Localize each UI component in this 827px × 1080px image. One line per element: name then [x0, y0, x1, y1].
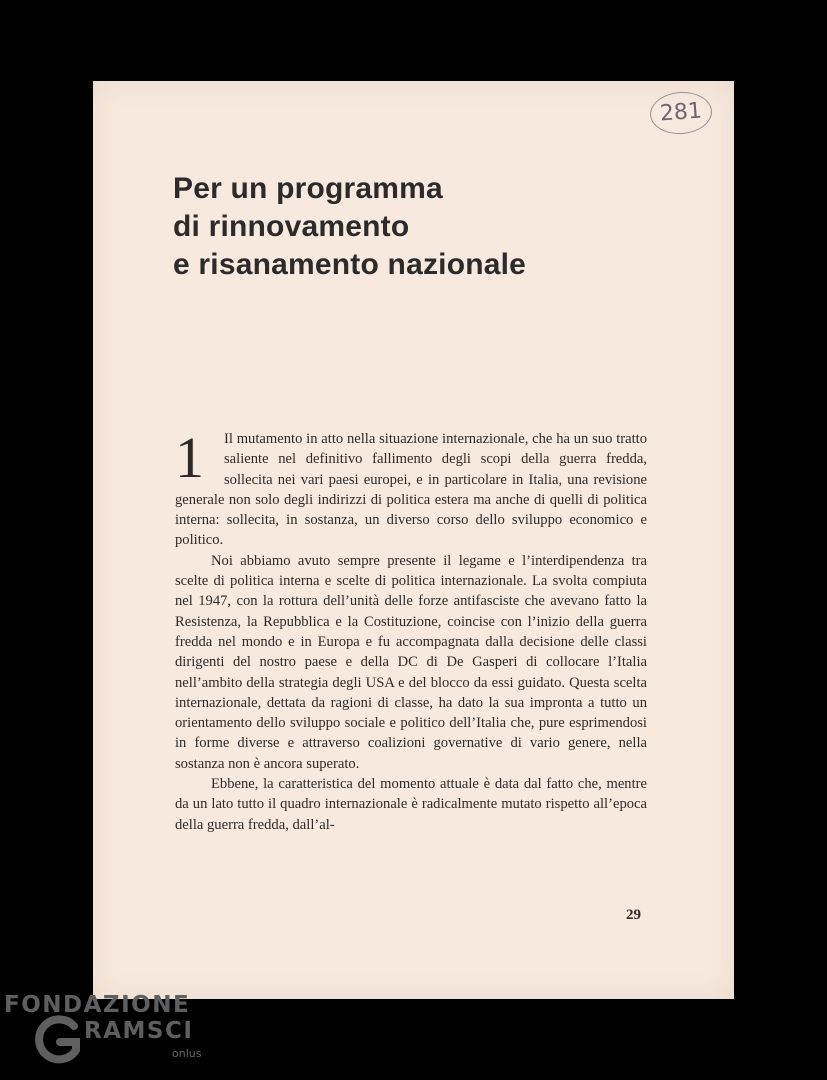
- article-body: [175, 425, 647, 835]
- section-number: 1: [175, 425, 204, 490]
- paragraph-2: Noi abbiamo avuto sempre presente il legame e l’interdipendenza tra scelte di politica interna e scelte di politica internazionale. La svolta compiuta nel 1947, con la rottura dell’unità delle forze antifasciste che avevano fatto la Resistenza, la Repubblica e la Costituzione, coincise con l’inizio della guerra fredda nel mondo e in Europa e fu accompagnata dalla decisione delle classi dirigenti del nostro paese e della DC di De Gasperi di collocare l’Italia nell’ambito della strategia degli USA e del blocco da essi guidato. Questa scelta internazionale, dettata da ragioni di classe, ha dato la sua impronta a tutto un orientamento dello sviluppo sociale e politico dell’Italia che, pure esprimendosi in forme diverse e attraverso coalizioni governative di vario genere, nella sostanza non è ancora superato.: [175, 552, 647, 772]
- paragraph-1: [175, 425, 647, 551]
- document-page: [93, 81, 734, 999]
- paragraph-1-text: Il mutamento in atto nella situazione internazionale, che ha un suo tratto saliente nel definitivo fallimento degli scopi della guerra fredda, sollecita nei vari paesi europei, e in particolare in Italia, una revisione generale non solo degli indirizzi di politica estera ma anche di quelli di politica interna: sollecita, in sostanza, un diverso corso dello sviluppo economico e politico.: [175, 431, 647, 549]
- title-line-1: Per un programma: [173, 172, 443, 205]
- title-line-3: e risanamento nazionale: [173, 248, 527, 281]
- page-number: 29: [626, 907, 641, 923]
- fondazione-gramsci-logo: [4, 992, 204, 1077]
- logo-line-2: RAMSCI: [84, 1018, 194, 1044]
- paragraph-3: Ebbene, la caratteristica del momento attuale è data dal fatto che, mentre da un lato tutto il quadro internazionale è radicalmente mutato rispetto all’epoca della guerra fredda, dall’al-: [175, 776, 647, 833]
- article-title: [173, 170, 526, 284]
- logo-suffix: onlus: [172, 1047, 202, 1060]
- logo-g-icon: [34, 1012, 84, 1070]
- title-line-2: di rinnovamento: [173, 210, 410, 243]
- archive-number-stamp: 281: [649, 90, 714, 136]
- logo-line-1: FONDAZIONE: [4, 992, 191, 1018]
